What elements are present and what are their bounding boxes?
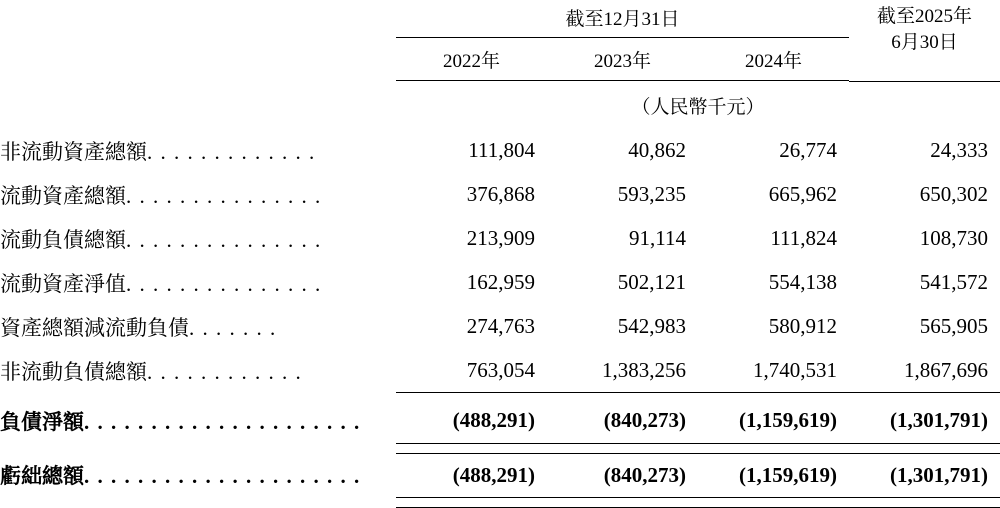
row-label: 流動負債總額: [0, 227, 126, 252]
header-spacer-2: [0, 38, 396, 81]
cell-2022: 162,959: [466, 270, 535, 294]
table-row: [0, 261, 1000, 305]
cell-2025h1: 1,867,696: [904, 357, 989, 382]
cell-2022: (488,291): [452, 462, 535, 487]
table-row-total: [0, 399, 1000, 443]
rule-2025h1: [849, 443, 1000, 453]
row-label-cell: [0, 349, 396, 393]
rule-2025h1: [849, 497, 1000, 507]
leader-dots: . . . . . . . . . . . . . . . . . . . . .: [84, 464, 361, 488]
row-label: 非流動負債總額: [0, 359, 147, 384]
cell-2024: 1,740,531: [753, 357, 838, 382]
leader-dots: . . . . . . .: [189, 315, 277, 340]
cell-2023: 593,235: [617, 182, 686, 206]
cell-2022: (488,291): [452, 408, 535, 433]
unit-note: （人民幣千元）: [631, 96, 765, 118]
cell-2025h1: 108,730: [919, 226, 989, 250]
cell-2022: 763,054: [466, 357, 535, 382]
header-spacer: [0, 0, 396, 38]
cell-2024: 665,962: [768, 182, 838, 206]
row-label-cell: [0, 305, 396, 349]
row-label-cell: [0, 261, 396, 305]
cell-2025h1: 650,302: [919, 182, 989, 206]
cell-2022: 213,909: [466, 226, 535, 250]
cell-2022: 111,804: [468, 138, 535, 162]
unit-note-row: [0, 81, 1000, 129]
header-right-column: [849, 0, 1000, 81]
table-row: [0, 173, 1000, 217]
row-label: 非流動資產總額: [0, 139, 147, 164]
cell-2025h1: (1,301,791): [890, 408, 989, 433]
cell-2025h1: 24,333: [930, 138, 989, 162]
rule-2024: [698, 443, 849, 453]
cell-2024: (1,159,619): [739, 408, 838, 433]
leader-dots: . . . . . . . . . . . . . . .: [126, 183, 322, 208]
rule-spacer: [0, 443, 396, 453]
table-row: [0, 305, 1000, 349]
rule-2023: [547, 497, 698, 507]
row-label-cell: [0, 453, 396, 497]
leader-dots: . . . . . . . . . . . . . . .: [126, 227, 322, 252]
row-label: 虧絀總額: [0, 464, 84, 488]
row-label: 流動資產淨值: [0, 271, 126, 296]
rule-row-double-1: [0, 443, 1000, 453]
cell-2025h1: 541,572: [919, 270, 989, 294]
table-row-total: [0, 453, 1000, 497]
table-header-row-top: [0, 0, 1000, 38]
rule-2024: [698, 497, 849, 507]
rule-2023: [547, 443, 698, 453]
header-year-2022: 2022年: [396, 38, 547, 81]
cell-2022: 376,868: [466, 182, 535, 206]
cell-2024: (1,159,619): [739, 462, 838, 487]
leader-dots: . . . . . . . . . . . . . . . . . . . . .: [84, 410, 361, 434]
row-label: 流動資產總額: [0, 183, 126, 208]
leader-dots: . . . . . . . . . . . . .: [147, 139, 316, 164]
rule-spacer: [0, 497, 396, 507]
cell-2023: 40,862: [628, 138, 686, 162]
cell-2025h1: 565,905: [919, 314, 989, 338]
table-row: [0, 217, 1000, 261]
cell-2023: 542,983: [617, 314, 686, 338]
rule-2022: [396, 443, 547, 453]
cell-2023: (840,273): [603, 408, 686, 433]
row-label-cell: [0, 173, 396, 217]
header-year-2023: 2023年: [547, 38, 698, 81]
row-label-cell: [0, 399, 396, 443]
cell-2022: 274,763: [466, 314, 535, 338]
row-label-cell: [0, 129, 396, 173]
table-row: [0, 349, 1000, 393]
header-right-line2: 6月30日: [891, 31, 958, 53]
header-year-2024: 2024年: [698, 38, 849, 81]
cell-2023: (840,273): [603, 462, 686, 487]
cell-2024: 111,824: [770, 226, 838, 250]
cell-2024: 580,912: [768, 314, 838, 338]
row-label: 負債淨額: [0, 410, 84, 434]
rule-row-double-2: [0, 497, 1000, 507]
table-row: [0, 129, 1000, 173]
cell-2023: 502,121: [617, 270, 686, 294]
rule-2022: [396, 497, 547, 507]
cell-2024: 26,774: [779, 138, 838, 162]
row-label: 資產總額減流動負債: [0, 315, 189, 340]
cell-2023: 91,114: [629, 226, 686, 250]
cell-2024: 554,138: [768, 270, 838, 294]
header-right-line1: 截至2025年: [877, 6, 973, 27]
row-label-cell: [0, 217, 396, 261]
cell-2023: 1,383,256: [602, 357, 686, 382]
unit-spacer: [0, 81, 396, 129]
header-group-label: 截至12月31日: [396, 0, 849, 38]
leader-dots: . . . . . . . . . . . .: [147, 359, 303, 384]
leader-dots: . . . . . . . . . . . . . . .: [126, 271, 322, 296]
cell-2025h1: (1,301,791): [890, 462, 989, 487]
